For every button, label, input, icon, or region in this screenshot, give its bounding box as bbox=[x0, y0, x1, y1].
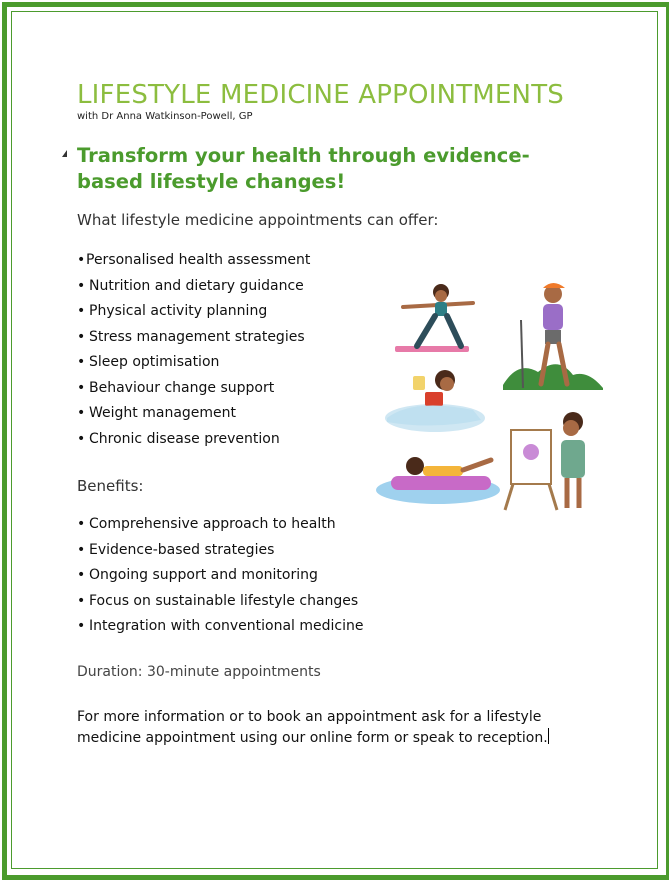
bullet-icon: • bbox=[77, 252, 86, 268]
reading-figure-icon bbox=[385, 370, 485, 432]
list-item: • Behaviour change support bbox=[77, 376, 310, 402]
document-title: LIFESTYLE MEDICINE APPOINTMENTS bbox=[77, 80, 564, 110]
bullet-icon: • bbox=[77, 592, 86, 609]
bullet-icon: • bbox=[77, 379, 86, 396]
list-item: •Personalised health assessment bbox=[77, 248, 310, 274]
text-cursor bbox=[548, 728, 549, 744]
bullet-icon: • bbox=[77, 541, 86, 558]
offer-heading: What lifestyle medicine appointments can offer: bbox=[77, 211, 439, 229]
offer-list bbox=[77, 248, 310, 452]
bullet-icon: • bbox=[77, 430, 86, 447]
hiker-figure-icon bbox=[503, 283, 603, 390]
benefits-heading: Benefits: bbox=[77, 477, 144, 495]
yoga-figure-icon bbox=[395, 284, 473, 352]
duration-text: Duration: 30-minute appointments bbox=[77, 664, 321, 680]
list-item: • Ongoing support and monitoring bbox=[77, 563, 364, 589]
author-byline: with Dr Anna Watkinson-Powell, GP bbox=[77, 111, 253, 122]
section-heading: Transform your health through evidence-based lifestyle changes! bbox=[77, 144, 530, 193]
list-item: • Nutrition and dietary guidance bbox=[77, 274, 310, 300]
list-item: • Chronic disease prevention bbox=[77, 427, 310, 453]
bullet-icon: • bbox=[77, 303, 86, 319]
painting-figure-icon bbox=[505, 412, 585, 510]
bullet-icon: • bbox=[77, 618, 86, 634]
bullet-icon: • bbox=[77, 405, 86, 421]
relaxing-figure-icon bbox=[376, 457, 500, 504]
bullet-icon: • bbox=[77, 277, 86, 294]
closing-paragraph[interactable]: For more information or to book an appointment ask for a lifestyle medicine appointment using our online form or speak to reception. bbox=[77, 709, 548, 746]
bullet-icon: • bbox=[77, 516, 86, 532]
list-item: • Stress management strategies bbox=[77, 325, 310, 351]
list-item: • Focus on sustainable lifestyle changes bbox=[77, 589, 364, 615]
list-item: • Evidence-based strategies bbox=[77, 538, 364, 564]
bullet-icon: • bbox=[77, 567, 86, 583]
list-item: • Weight management bbox=[77, 401, 310, 427]
list-item: • Comprehensive approach to health bbox=[77, 512, 364, 538]
lifestyle-illustration bbox=[373, 280, 613, 512]
list-item: • Sleep optimisation bbox=[77, 350, 310, 376]
list-item: • Physical activity planning bbox=[77, 299, 310, 325]
list-item: • Integration with conventional medicine bbox=[77, 614, 364, 640]
bullet-icon: • bbox=[77, 328, 86, 345]
benefits-list bbox=[77, 512, 364, 640]
bullet-icon: • bbox=[77, 354, 86, 370]
collapse-triangle-icon[interactable] bbox=[62, 150, 67, 157]
